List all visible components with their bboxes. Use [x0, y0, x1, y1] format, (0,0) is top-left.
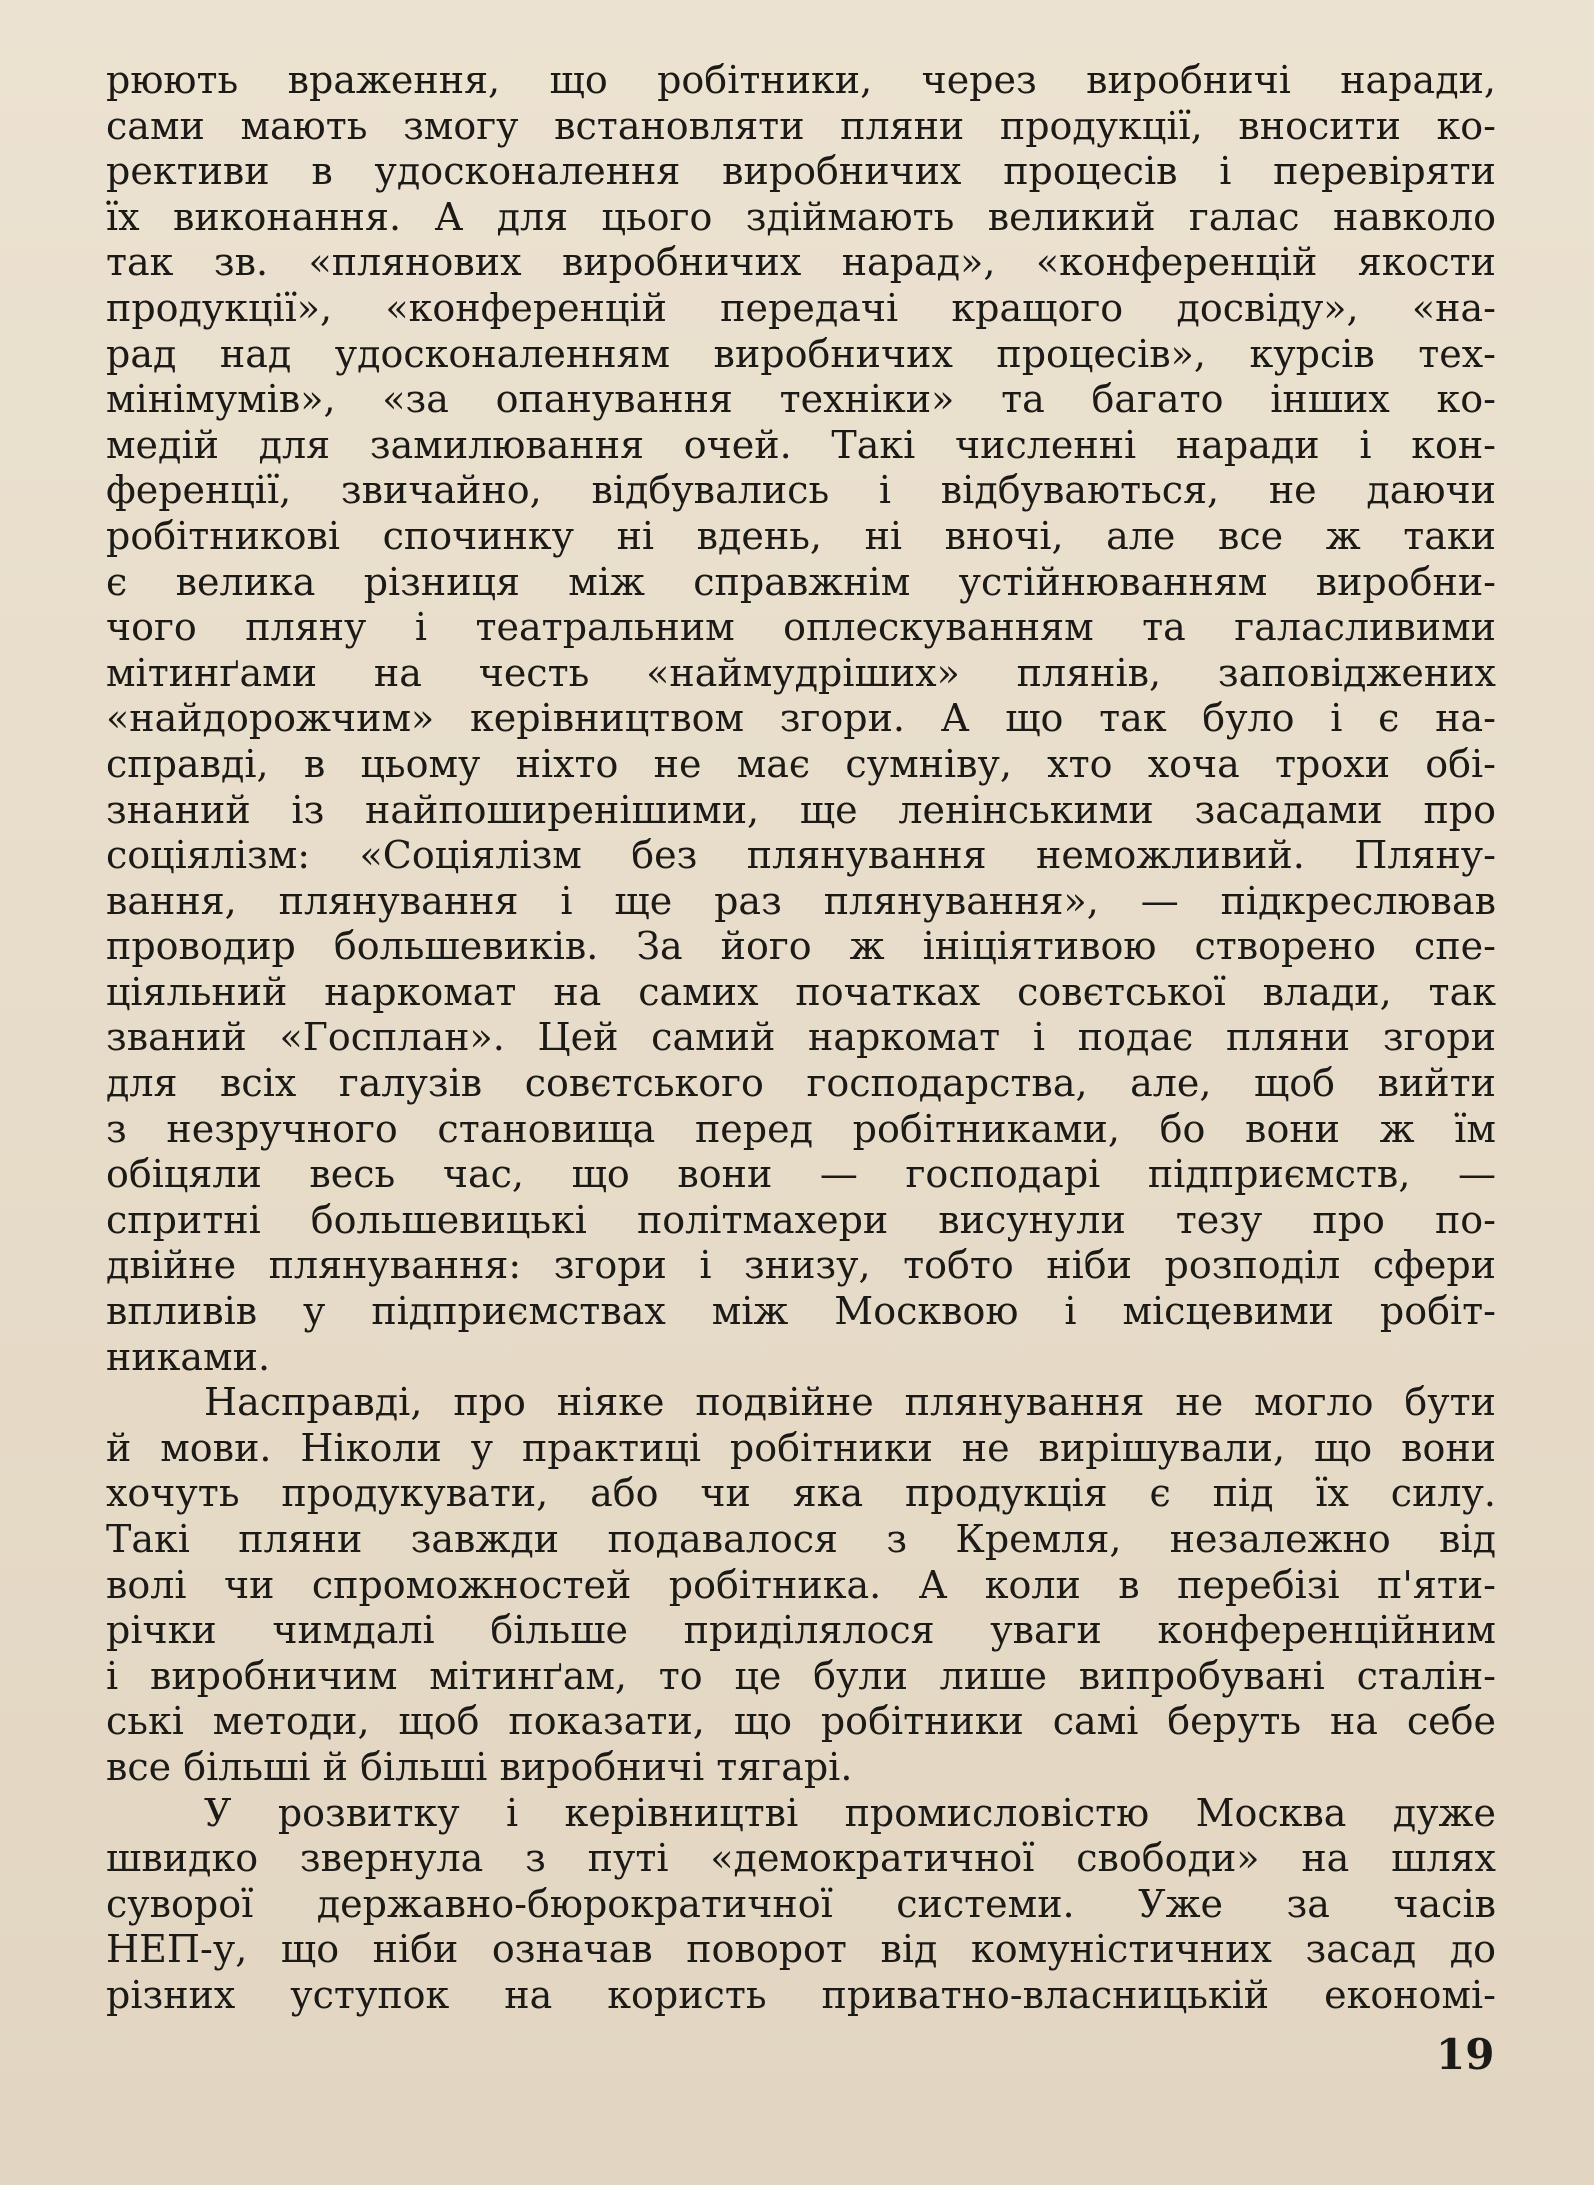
text-line: ціяльний наркомат на самих початках совєтської влади, так — [106, 969, 1496, 1014]
text-line: різних уступок на користь приватно-власницькій економі- — [106, 1972, 1496, 2017]
text-line: знаний із найпоширенішими, ще ленінськими засадами про — [106, 787, 1496, 832]
text-line: впливів у підприємствах між Москвою і місцевими робіт- — [106, 1289, 1496, 1334]
text-line: чого пляну і театральним оплескуванням та галасливими — [106, 605, 1496, 650]
text-line: річки чимдалі більше приділялося уваги конференційним — [106, 1608, 1496, 1653]
text-line: справді, в цьому ніхто не має сумніву, хто хоча трохи обі- — [106, 741, 1496, 786]
text-line: медій для замилювання очей. Такі численні наради і кон- — [106, 422, 1496, 467]
text-line: обіцяли весь час, що вони — господарі підприємств, — — [106, 1152, 1496, 1197]
text-line: мінімумів», «за опанування техніки» та багато інших ко- — [106, 377, 1496, 422]
text-line: двійне плянування: згори і знизу, тобто ніби розподіл сфери — [106, 1243, 1496, 1288]
text-line: У розвитку і керівництві промисловістю Москва дуже — [204, 1790, 1496, 1835]
text-line: швидко звернула з путі «демократичної свободи» на шлях — [106, 1836, 1496, 1881]
text-line: продукції», «конференцій передачі кращого досвіду», «на- — [106, 285, 1496, 330]
text-line: з незручного становища перед робітниками, бо вони ж їм — [106, 1106, 1496, 1151]
text-line: робітникові спочинку ні вдень, ні вночі, але все ж таки — [106, 513, 1496, 558]
text-line: вання, плянування і ще раз плянування», — підкреслював — [106, 878, 1496, 923]
text-line: і виробничим мітинґам, то це були лише випробувані сталін- — [106, 1653, 1496, 1698]
text-line: НЕП-у, що ніби означав поворот від комуністичних засад до — [106, 1927, 1496, 1972]
text-line: никами. — [106, 1334, 271, 1379]
text-line: рективи в удосконалення виробничих процесів і перевіряти — [106, 149, 1496, 194]
text-line: все більші й більші виробничі тягарі. — [106, 1744, 853, 1789]
text-line: званий «Госплан». Цей самий наркомат і подає пляни згори — [106, 1015, 1496, 1060]
text-line: рюють враження, що робітники, через виробничі наради, — [106, 58, 1496, 102]
text-line: для всіх галузів совєтського господарства, але, щоб вийти — [106, 1061, 1496, 1106]
text-line: ференції, звичайно, відбувались і відбуваються, не даючи — [106, 468, 1496, 513]
text-line: проводир большевиків. За його ж ініціятивою створено спе- — [106, 924, 1496, 969]
body-text — [106, 58, 1496, 2019]
text-line: рад над удосконаленням виробничих процесів», курсів тех- — [106, 331, 1496, 376]
text-line: мітинґами на честь «наймудріших» плянів, заповіджених — [106, 650, 1496, 695]
text-line: ські методи, щоб показати, що робітники самі беруть на себе — [106, 1699, 1496, 1744]
text-line: Такі пляни завжди подавалося з Кремля, незалежно від — [106, 1517, 1496, 1561]
text-line: суворої державно-бюрократичної системи. Уже за часів — [106, 1881, 1496, 1926]
text-line: соціялізм: «Соціялізм без плянування неможливий. Пляну- — [106, 833, 1496, 878]
text-line: волі чи спроможностей робітника. А коли в перебізі п'яти- — [106, 1562, 1496, 1607]
text-line: так зв. «плянових виробничих нарад», «конференцій якости — [106, 240, 1496, 285]
text-line: Насправді, про ніяке подвійне плянування не могло бути — [204, 1380, 1496, 1425]
text-line: «найдорожчим» керівництвом згори. А що так було і є на- — [106, 696, 1496, 741]
text-line: хочуть продукувати, або чи яка продукція є під їх силу. — [106, 1471, 1496, 1516]
text-line: є велика різниця між справжнім устійнюванням виробни- — [106, 559, 1496, 604]
page-number: 19 — [1436, 2030, 1495, 2079]
text-line: спритні большевицькі політмахери висунули тезу про по- — [106, 1197, 1496, 1242]
text-line: їх виконання. А для цього здіймають великий галас навколо — [106, 194, 1496, 239]
text-line: сами мають змогу встановляти пляни продукції, вносити ко- — [106, 103, 1496, 148]
text-line: й мови. Ніколи у практиці робітники не вирішували, що вони — [106, 1425, 1496, 1470]
